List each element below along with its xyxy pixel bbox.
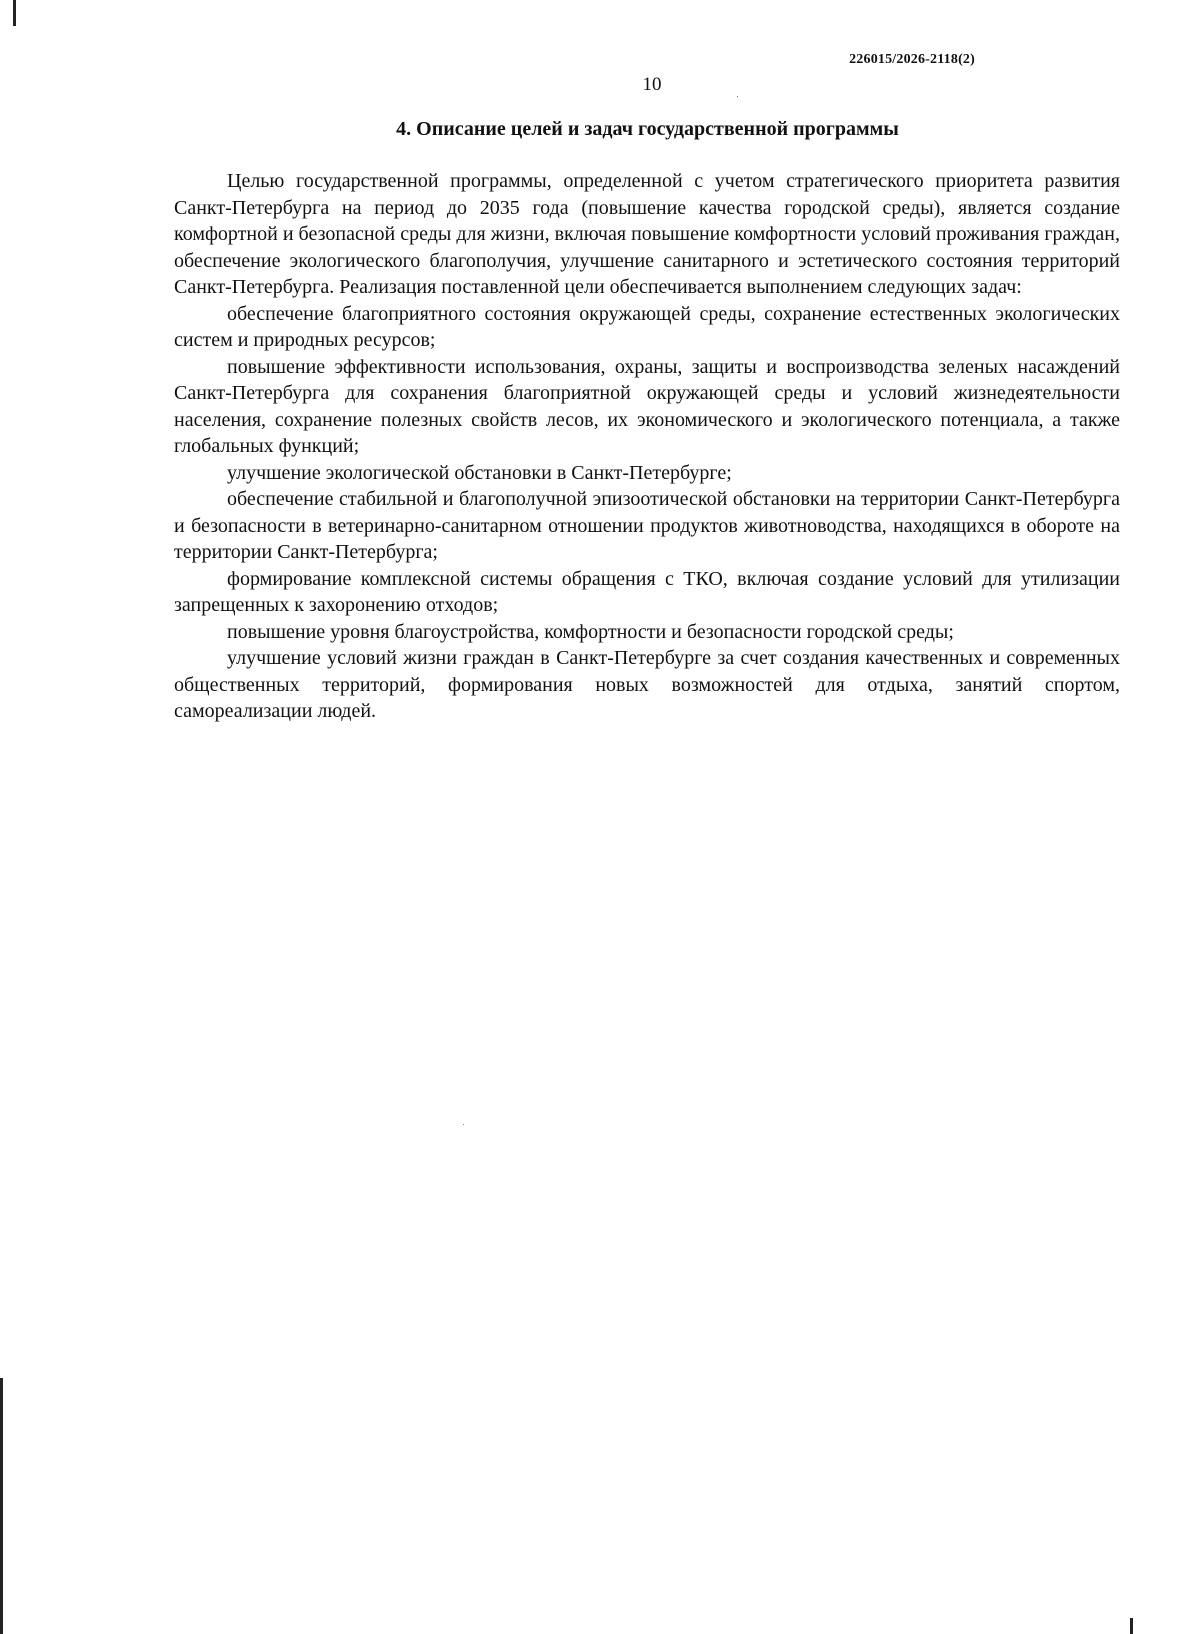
paragraph-task-public-spaces: улучшение условий жизни граждан в Санкт-Петербурге за счет создания качественных и современных общественных территорий, формирования новых возможностей для отдыха, занятий спортом, самореализации людей.	[174, 647, 1120, 722]
paragraph-task-waste: формирование комплексной системы обращения с ТКО, включая создание условий для утилизации запрещенных к захоронению отходов;	[174, 567, 1120, 616]
section-title: 4. Описание целей и задач государственной программы	[396, 118, 899, 140]
scan-speck	[737, 96, 738, 97]
paragraph-goal: Целью государственной программы, определенной с учетом стратегического приоритета развития Санкт-Петербурга на период до 2035 года (повышение качества городской среды), является создание комфортной и безопасной среды для жизни, включая повышение комфортности условий проживания граждан, обеспечение экологического благополучия, улучшение санитарного и эстетического состояния территорий Санкт-Петербурга. Реализация поставленной цели обеспечивается выполнением следующих задач:	[174, 170, 1120, 298]
scan-speck	[1130, 1618, 1133, 1634]
paragraph-task-ecology: улучшение экологической обстановки в Санкт-Петербурге;	[227, 461, 732, 484]
paragraph-task-environment: обеспечение благоприятного состояния окружающей среды, сохранение естественных экологических систем и природных ресурсов;	[174, 302, 1120, 351]
scan-speck	[463, 1124, 464, 1125]
scan-edge-mark	[0, 1378, 3, 1634]
paragraph-task-improvement: повышение уровня благоустройства, комфортности и безопасности городской среды;	[227, 620, 954, 643]
paragraph-task-green-spaces: повышение эффективности использования, охраны, защиты и воспроизводства зеленых насаждений Санкт-Петербурга для сохранения благоприятной окружающей среды и условий жизнедеятельности населения, сохранение полезных свойств лесов, их экономического и экологического потенциала, а также глобальных функций;	[174, 355, 1120, 457]
document-number: 226015/2026-2118(2)	[849, 52, 975, 67]
paragraph-task-epizootic: обеспечение стабильной и благополучной эпизоотической обстановки на территории Санкт-Петербурга и безопасности в ветеринарно-санитарном отношении продуктов животноводства, находящихся в обороте на территории Санкт-Петербурга;	[174, 488, 1120, 563]
scan-speck	[13, 0, 16, 26]
body-text	[174, 168, 1120, 725]
page-number: 10	[642, 74, 662, 95]
